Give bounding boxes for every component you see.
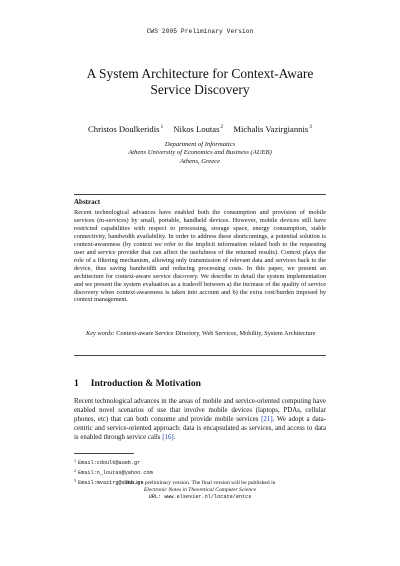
footnote: $^2$ Email:n_loutas@yahoo.com [74, 468, 153, 477]
keywords [74, 330, 326, 338]
abstract-text: Recent technological advances have enabled both the consumption and provision of mobile services (m-services) by small, portable, handheld devices. However, mobile devices still have restricted capabilities with respect to processing, storage space, energy consumption, stable connectivity, bandwidth availability. In order to address these shortcomings, a potential solution is context-awareness (by context we refer to the implicit information related both to the requesting user and service provider that can affect the usefulness of the returned results). Context plays the role of a filtering mechanism, allowing only transmission of relevant data and services back to the device, thus saving bandwidth and reducing processing costs. In this paper, we present an architecture for context-aware service discovery. We describe in detail the system implementation and we present the system evaluation as a tradeoff between a) the increase of the quality of service discovery when context-awareness is taken into account and b) the extra cost/burden imposed by context management. [74, 209, 326, 304]
section-heading [74, 378, 201, 389]
affiliation-location: Athens, Greece [179, 157, 221, 165]
author-footnote-mark: 1 [160, 124, 164, 130]
notice-url[interactable]: URL: www.elsevier.nl/locate/entcs [148, 494, 252, 500]
abstract-heading: Abstract [74, 198, 101, 206]
keywords-text: Context-aware Service Directory, Web Services, Mobility, System Architecture [116, 330, 316, 337]
title-line-2: Service Discovery [150, 82, 250, 97]
footnote-rule [74, 453, 134, 454]
footnote: $^3$ Email:mvazirg@aueb.gr [74, 478, 144, 487]
author-footnote-mark: 3 [309, 124, 312, 130]
author-list [20, 124, 380, 134]
paper-title [40, 66, 360, 98]
affiliation-department: Department of Informatics [164, 141, 236, 148]
affiliation-university: Athens University of Economics and Business (AUEB) [128, 149, 272, 157]
running-header: CWS 2005 Preliminary Version [146, 28, 254, 35]
notice-line-1: This is a preliminary version. The final version will be published in [124, 480, 276, 486]
title-line-1: A System Architecture for Context-Aware [86, 66, 314, 81]
author: Nikos Loutas$^2$ [173, 124, 224, 134]
author: Christos Doulkeridis$^1$ [88, 124, 164, 134]
affiliation [40, 141, 360, 166]
author: Michalis Vazirgiannis$^3$ [233, 124, 312, 134]
footnote-email: Email:cdoulk@aueb.gr [78, 460, 141, 466]
footnote: $^1$ Email:cdoulk@aueb.gr [74, 458, 141, 466]
abstract-top-rule [74, 194, 326, 195]
abstract-bottom-rule [74, 355, 326, 356]
footnote-email: Email:mvazirg@aueb.gr [78, 480, 144, 487]
introduction-paragraph: Recent technological advances in the areas of mobile and service-oriented computing have enabled novel scenarios of use that involve mobile devices (laptops, PDAs, cellular phones, etc) that can both consume and provide mobile services [21]. We adopt a data-centric and service-oriented approach: data is encapsulated as services, and access to data is enabled through service calls [16]. [74, 398, 327, 441]
section-number: 1 [74, 378, 79, 389]
footnote-email: Email:n_loutas@yahoo.com [78, 470, 153, 477]
section-title: Introduction & Motivation [90, 378, 201, 389]
notice-journal: Electronic Notes in Theoretical Computer Science [143, 487, 257, 493]
publication-notice [74, 480, 326, 501]
citation-link[interactable]: [21] [261, 416, 273, 423]
author-footnote-mark: 2 [220, 124, 224, 130]
citation-link[interactable]: [16] [162, 434, 174, 441]
keywords-label: Key words: [86, 330, 115, 337]
